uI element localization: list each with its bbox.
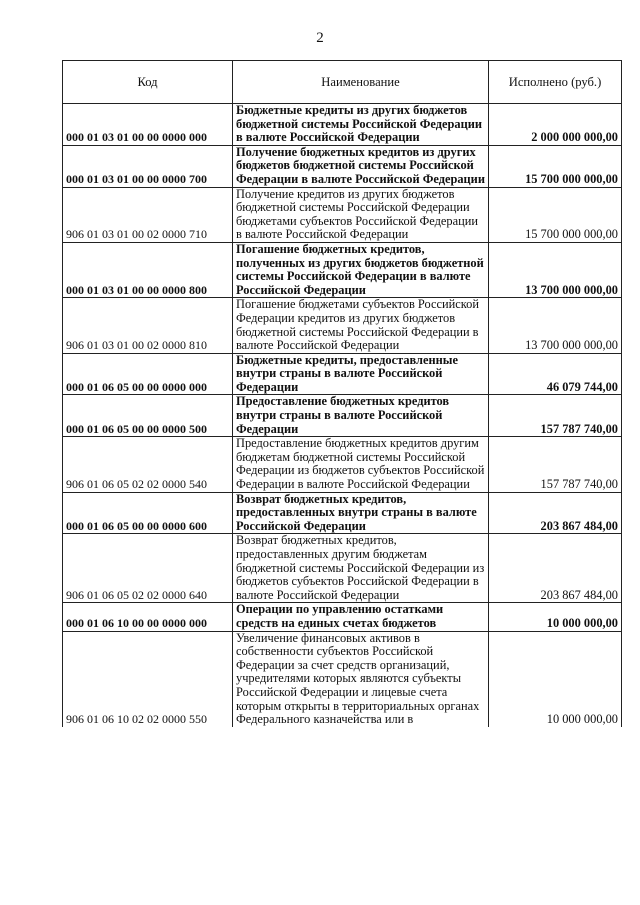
header-executed: Исполнено (руб.) (489, 61, 622, 104)
table-body (63, 104, 622, 727)
row-name: Погашение бюджетных кредитов, полученных из других бюджетов бюджетной системы Российской Федерации в валюте Российской Федерации (233, 242, 489, 297)
table-row (63, 104, 622, 146)
table-row (63, 631, 622, 727)
row-code: 000 01 06 10 00 00 0000 000 (63, 603, 233, 631)
row-amount: 203 867 484,00 (489, 492, 622, 534)
row-amount: 46 079 744,00 (489, 353, 622, 395)
row-name: Погашение бюджетами субъектов Российской Федерации кредитов из других бюджетов бюджетной системы Российской Федерации в валюте Российской Федерации (233, 298, 489, 353)
row-code: 000 01 06 05 00 00 0000 500 (63, 395, 233, 437)
row-code: 000 01 06 05 00 00 0000 000 (63, 353, 233, 395)
row-code: 906 01 03 01 00 02 0000 810 (63, 298, 233, 353)
table-row (63, 492, 622, 534)
row-name: Получение кредитов из других бюджетов бюджетной системы Российской Федерации бюджетами субъектов Российской Федерации в валюте Российской Федерации (233, 187, 489, 242)
table-row (63, 298, 622, 353)
budget-table (62, 60, 622, 727)
row-name: Предоставление бюджетных кредитов другим бюджетам бюджетной системы Российской Федерации из бюджетов субъектов Российской Федерации в валюте Российской Федерации (233, 437, 489, 492)
row-code: 906 01 06 10 02 02 0000 550 (63, 631, 233, 727)
row-name: Предоставление бюджетных кредитов внутри страны в валюте Российской Федерации (233, 395, 489, 437)
row-amount: 203 867 484,00 (489, 534, 622, 603)
row-amount: 10 000 000,00 (489, 603, 622, 631)
row-amount: 10 000 000,00 (489, 631, 622, 727)
row-name: Возврат бюджетных кредитов, предоставленных другим бюджетам бюджетной системы Российской Федерации из бюджетов субъектов Российской Федерации в валюте Российской Федерации (233, 534, 489, 603)
table-row (63, 603, 622, 631)
row-amount: 15 700 000 000,00 (489, 187, 622, 242)
table-row (63, 437, 622, 492)
table-row (63, 242, 622, 297)
table-row (63, 534, 622, 603)
table-row (63, 395, 622, 437)
table-row (63, 353, 622, 395)
header-code: Код (63, 61, 233, 104)
row-amount: 13 700 000 000,00 (489, 242, 622, 297)
row-name: Возврат бюджетных кредитов, предоставленных внутри страны в валюте Российской Федерации (233, 492, 489, 534)
row-code: 000 01 06 05 00 00 0000 600 (63, 492, 233, 534)
table-row (63, 145, 622, 187)
row-name: Увеличение финансовых активов в собственности субъектов Российской Федерации за счет средств организаций, учредителями которых являются субъекты Российской Федерации и лицевые счета которым открыты в территориальных органах Федерального казначейства или в (233, 631, 489, 727)
page-number: 2 (316, 30, 324, 46)
row-amount: 13 700 000 000,00 (489, 298, 622, 353)
row-name: Получение бюджетных кредитов из других бюджетов бюджетной системы Российской Федерации в валюте Российской Федерации (233, 145, 489, 187)
row-code: 000 01 03 01 00 00 0000 800 (63, 242, 233, 297)
table-row (63, 187, 622, 242)
row-name: Операции по управлению остатками средств на единых счетах бюджетов (233, 603, 489, 631)
row-amount: 157 787 740,00 (489, 395, 622, 437)
row-code: 000 01 03 01 00 00 0000 000 (63, 104, 233, 146)
row-code: 906 01 06 05 02 02 0000 640 (63, 534, 233, 603)
row-amount: 15 700 000 000,00 (489, 145, 622, 187)
row-name: Бюджетные кредиты, предоставленные внутри страны в валюте Российской Федерации (233, 353, 489, 395)
row-amount: 2 000 000 000,00 (489, 104, 622, 146)
header-name: Наименование (233, 61, 489, 104)
row-code: 906 01 06 05 02 02 0000 540 (63, 437, 233, 492)
row-name: Бюджетные кредиты из других бюджетов бюджетной системы Российской Федерации в валюте Российской Федерации (233, 104, 489, 146)
row-code: 000 01 03 01 00 00 0000 700 (63, 145, 233, 187)
table-header-row (63, 61, 622, 104)
row-code: 906 01 03 01 00 02 0000 710 (63, 187, 233, 242)
row-amount: 157 787 740,00 (489, 437, 622, 492)
